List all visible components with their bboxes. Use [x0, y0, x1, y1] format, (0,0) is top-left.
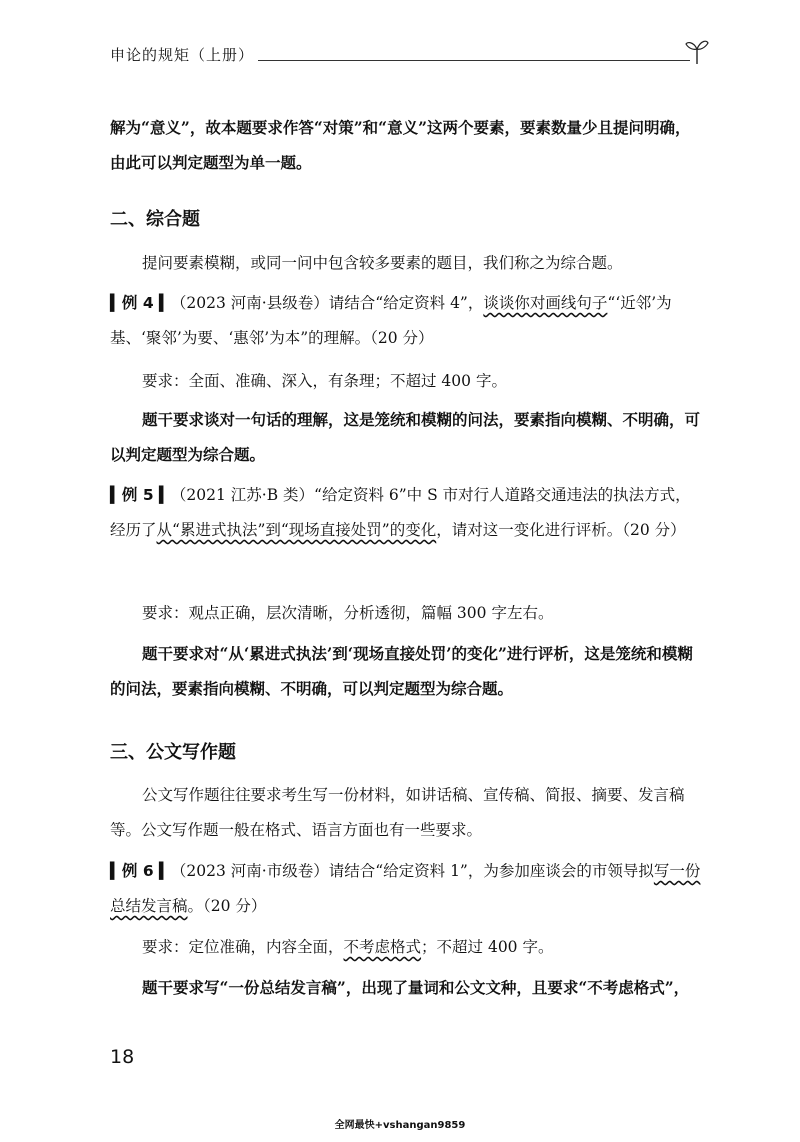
underlined-text: 谈谈你对画线句子: [483, 294, 608, 312]
example-source: （2021 江苏·B 类）“给定资料 6”中 S 市对行人道路交通违法的执法方式，经历了: [110, 486, 691, 539]
requirement-text: 要求：定位准确，内容全面，: [142, 938, 344, 956]
example-rest: ，请对这一变化进行评析。（20 分）: [436, 521, 686, 539]
example-marker: ▍例 6 ▍: [110, 862, 171, 880]
example-rest: “‘近邻’为基、‘聚邻’为要、‘惠邻’为本”的理解。（20 分）: [110, 294, 672, 347]
example-rest: 。（20 分）: [187, 897, 267, 915]
example-6-analysis: 题干要求写“一份总结发言稿”，出现了量词和公文文种，且要求“不考虑格式”，: [142, 978, 690, 997]
example-marker: ▍例 5 ▍: [110, 486, 171, 504]
underlined-text: 不考虑格式: [343, 938, 422, 956]
example-4: [110, 286, 704, 356]
example-4-analysis: 题干要求谈对一句话的理解，这是笼统和模糊的问法，要素指向模糊、不明确，可以判定题型为综合题。: [110, 410, 701, 464]
paragraph-continuation: 解为“意义”，故本题要求作答“对策”和“意义”这两个要素，要素数量少且提问明确，由此可以判定题型为单一题。: [110, 118, 691, 172]
example-source: （2023 河南·市级卷）请结合“给定资料 1”，为参加座谈会的市领导拟: [170, 862, 654, 880]
requirement-text: ；不超过 400 字。: [421, 938, 554, 956]
section-intro-comprehensive: 提问要素模糊，或同一问中包含较多要素的题目，我们称之为综合题。: [142, 254, 623, 272]
example-6: [110, 854, 704, 924]
header-title: 申论的规矩（上册）: [110, 46, 255, 64]
footer-watermark: 全网最快+vshangan9859: [334, 1120, 466, 1131]
section-heading-comprehensive: 二、综合题: [110, 209, 200, 230]
example-5: [110, 478, 704, 548]
section-intro-official-writing: 公文写作题往往要求考生写一份材料，如讲话稿、宣传稿、简报、摘要、发言稿等。公文写作题一般在格式、语言方面也有一些要求。: [110, 786, 685, 839]
example-source: （2023 河南·县级卷）请结合“给定资料 4”，: [170, 294, 484, 312]
example-5-analysis: 题干要求对“从‘累进式执法’到‘现场直接处罚’的变化”进行评析，这是笼统和模糊的问法，要素指向模糊、不明确，可以判定题型为综合题。: [110, 644, 693, 698]
underlined-text: 写一份总结发言稿: [110, 862, 701, 915]
header-rule: [258, 60, 690, 61]
example-5-requirement: 要求：观点正确，层次清晰，分析透彻，篇幅 300 字左右。: [142, 604, 554, 622]
section-heading-official-writing: 三、公文写作题: [110, 742, 236, 763]
example-marker: ▍例 4 ▍: [110, 294, 171, 312]
running-header: [110, 44, 710, 74]
page-number: 18: [110, 1046, 135, 1068]
example-6-requirement: [110, 930, 704, 965]
sprout-icon: [684, 36, 710, 66]
underlined-text: 从“累进式执法”到“现场直接处罚”的变化: [156, 521, 437, 539]
example-4-requirement: 要求：全面、准确、深入，有条理；不超过 400 字。: [142, 372, 507, 390]
